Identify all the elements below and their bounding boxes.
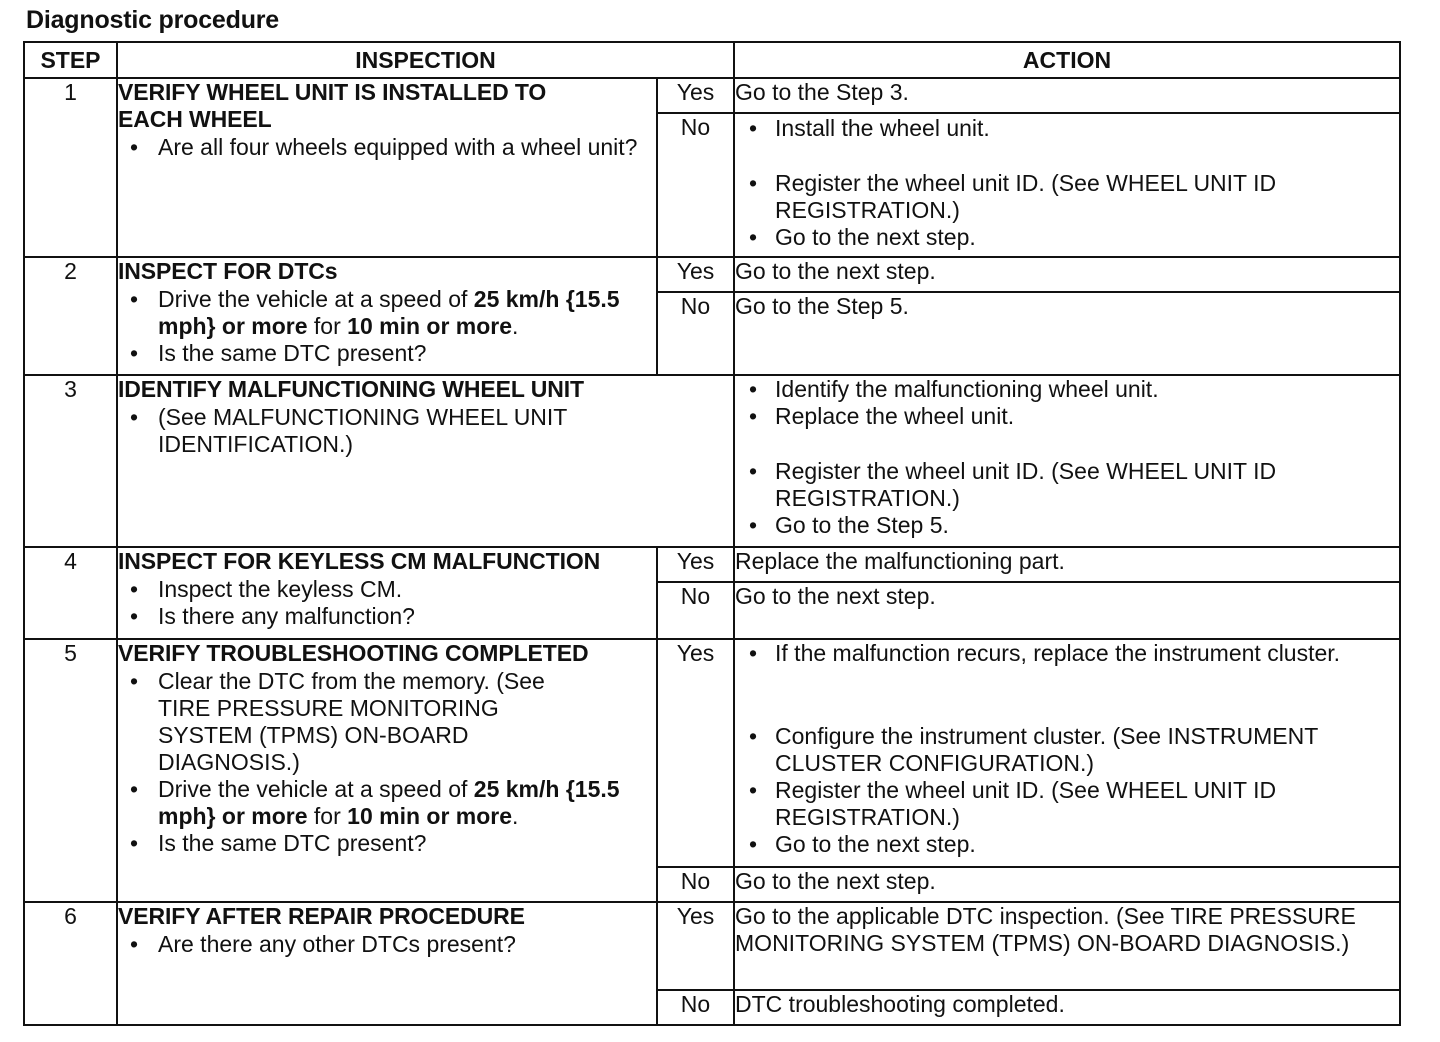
list-item: • Drive the vehicle at a speed of 25 km/h {15.5 mph} or more for 10 min or more.: [118, 286, 656, 340]
yes-label: Yes: [657, 547, 734, 582]
inspection-cell: [117, 375, 734, 547]
list-item: • Inspect the keyless CM.: [118, 576, 656, 603]
table-row: [24, 375, 1400, 547]
action-cell: Replace the malfunctioning part.: [734, 547, 1400, 582]
list-item: • Register the wheel unit ID. (See WHEEL UNIT ID REGISTRATION.): [735, 458, 1399, 512]
list-item: • Go to the next step.: [735, 224, 1399, 251]
action-cell: Go to the Step 3.: [734, 78, 1400, 113]
list-item: • Install the wheel unit.: [735, 115, 1399, 142]
no-label: No: [657, 292, 734, 375]
yes-label: Yes: [657, 902, 734, 990]
list-item: • Replace the wheel unit.: [735, 403, 1399, 430]
header-row: [24, 42, 1400, 78]
step-number: 1: [24, 78, 117, 257]
table-row: [24, 78, 1400, 113]
list-item: • Register the wheel unit ID. (See WHEEL UNIT ID REGISTRATION.): [735, 170, 1399, 224]
table-row: [24, 547, 1400, 582]
list-item: • Clear the DTC from the memory. (See TIRE PRESSURE MONITORING SYSTEM (TPMS) ON-BOARD DIAGNOSIS.): [118, 668, 656, 776]
page-title: Diagnostic procedure: [26, 6, 279, 34]
header-inspection: INSPECTION: [117, 42, 734, 78]
inspection-title: INSPECT FOR KEYLESS CM MALFUNCTION: [118, 548, 601, 574]
list-item: • If the malfunction recurs, replace the instrument cluster.: [735, 640, 1399, 667]
action-cell: Go to the applicable DTC inspection. (See TIRE PRESSURE MONITORING SYSTEM (TPMS) ON-BOARD DIAGNOSIS.): [734, 902, 1400, 990]
action-cell: Go to the next step.: [734, 257, 1400, 292]
list-item: • Go to the next step.: [735, 831, 1399, 858]
action-cell: Go to the next step.: [734, 867, 1400, 902]
list-item: • Drive the vehicle at a speed of 25 km/h {15.5 mph} or more for 10 min or more.: [118, 776, 656, 830]
list-item: • Configure the instrument cluster. (See INSTRUMENT CLUSTER CONFIGURATION.): [735, 723, 1399, 777]
list-item: • Is the same DTC present?: [118, 830, 656, 857]
header-step: STEP: [24, 42, 117, 78]
list-item: • Is the same DTC present?: [118, 340, 656, 367]
step-number: 5: [24, 639, 117, 902]
action-cell: Go to the Step 5.: [734, 292, 1400, 375]
yes-label: Yes: [657, 257, 734, 292]
no-label: No: [657, 867, 734, 902]
list-item: • Are there any other DTCs present?: [118, 931, 656, 958]
step-number: 2: [24, 257, 117, 375]
inspection-title: EACH WHEEL: [118, 106, 272, 132]
table-row: [24, 639, 1400, 867]
list-item: • Is there any malfunction?: [118, 603, 656, 630]
list-item: • Identify the malfunctioning wheel unit.: [735, 376, 1399, 403]
inspection-cell: [117, 639, 657, 902]
action-cell: Go to the next step.: [734, 582, 1400, 639]
table-row: [24, 257, 1400, 292]
inspection-title: VERIFY WHEEL UNIT IS INSTALLED TO: [118, 79, 547, 105]
list-item: • Go to the Step 5.: [735, 512, 1399, 539]
no-label: No: [657, 113, 734, 257]
inspection-title: VERIFY TROUBLESHOOTING COMPLETED: [118, 640, 589, 666]
yes-label: Yes: [657, 78, 734, 113]
table-row: [24, 902, 1400, 990]
inspection-cell: [117, 902, 657, 1025]
step-number: 3: [24, 375, 117, 547]
list-item: • (See MALFUNCTIONING WHEEL UNIT IDENTIFICATION.): [118, 404, 733, 458]
yes-label: Yes: [657, 639, 734, 867]
inspection-title: IDENTIFY MALFUNCTIONING WHEEL UNIT: [118, 376, 584, 402]
step-number: 6: [24, 902, 117, 1025]
inspection-cell: [117, 257, 657, 375]
no-label: No: [657, 990, 734, 1025]
inspection-cell: [117, 78, 657, 257]
list-item: • Are all four wheels equipped with a wheel unit?: [118, 134, 656, 161]
inspection-title: INSPECT FOR DTCs: [118, 258, 338, 284]
action-cell: [734, 639, 1400, 867]
no-label: No: [657, 582, 734, 639]
action-cell: [734, 375, 1400, 547]
inspection-title: VERIFY AFTER REPAIR PROCEDURE: [118, 903, 525, 929]
action-cell: DTC troubleshooting completed.: [734, 990, 1400, 1025]
inspection-cell: [117, 547, 657, 639]
list-item: • Register the wheel unit ID. (See WHEEL UNIT ID REGISTRATION.): [735, 777, 1399, 831]
header-action: ACTION: [734, 42, 1400, 78]
action-cell: [734, 113, 1400, 257]
step-number: 4: [24, 547, 117, 639]
diagnostic-table: [23, 41, 1401, 1026]
